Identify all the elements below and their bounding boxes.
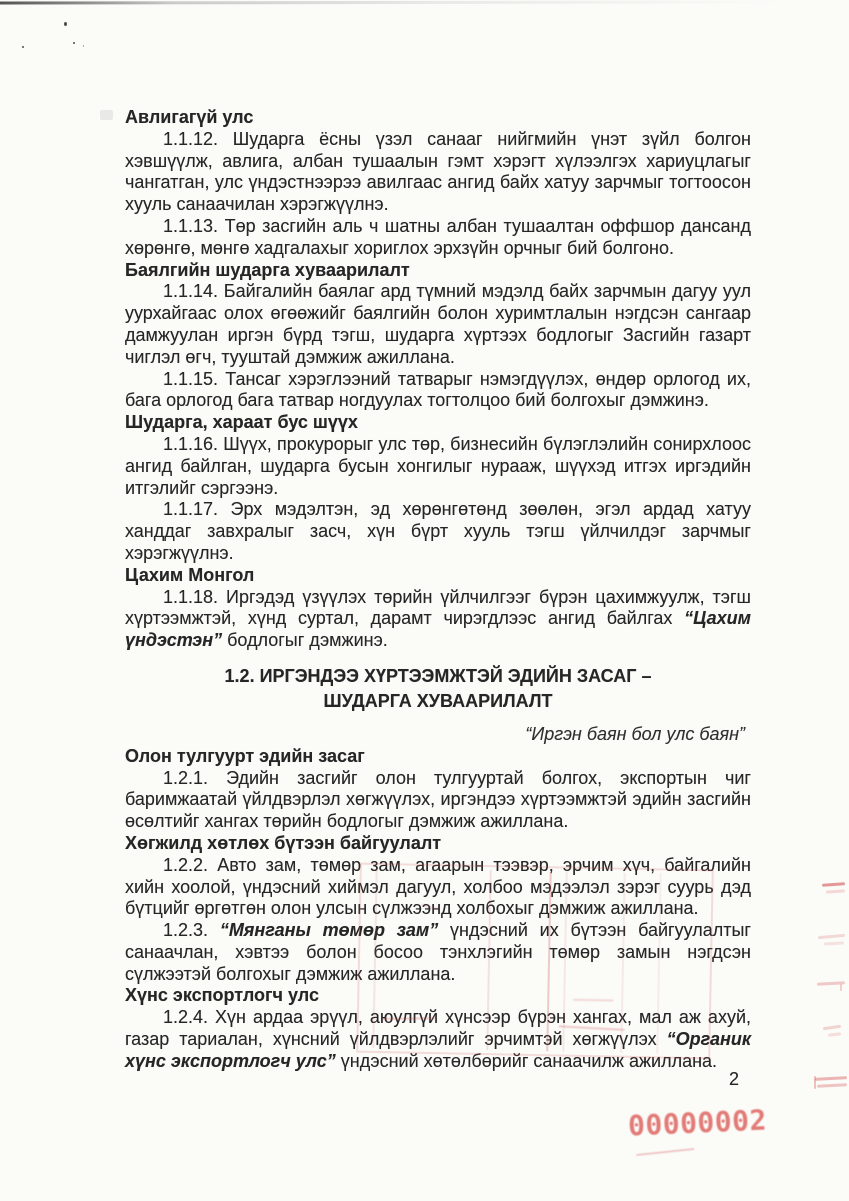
emphasized-phrase-millennium-railroad: “Мянганы төмөр зам” (219, 920, 439, 941)
faint-stamp-mark (383, 1017, 435, 1020)
paragraph-1-2-2: 1.2.2. Авто зам, төмөр зам, агаарын тээвэр, эрчим хүч, байгалийн хийн хоолой, үндэсний хиймэл дагуул, холбоо мэдээлэл зэрэг суурь дэд бүтцийг өргөтгөн олон улсын сүлжээнд холбохыг дэмжиж ажиллана. (125, 854, 751, 919)
edge-red-mark (815, 1076, 847, 1081)
vertical-gap (125, 714, 751, 724)
faint-stamp-line (486, 870, 491, 1050)
faint-stamp-line (372, 868, 377, 1048)
section-title-line-2: ШУДАРГА ХУВААРИЛАЛТ (323, 690, 553, 711)
faint-stamp-line (620, 873, 625, 1053)
scan-speck (73, 42, 75, 44)
faint-stamp-line (656, 873, 661, 1053)
edge-red-mark (840, 984, 842, 991)
paragraph-text: 1.1.18. Иргэдэд үзүүлэх төрийн үйлчилгээг бүрэн цахимжуулж, тэгш хүртээмжтэй, хүнд суртал, дарамт чирэгдлээс ангид байлгах (125, 586, 751, 629)
edge-red-mark (818, 934, 845, 939)
faint-stamp-line (546, 871, 551, 1051)
section-title-1-2 (125, 664, 751, 714)
emphasized-phrase-digital-nation: “Цахим үндэстэн” (125, 608, 751, 651)
edge-red-mark (824, 941, 844, 945)
heading-digital-mongolia: Цахим Монгол (125, 564, 255, 585)
paragraph-1-1-12: 1.1.12. Шударга ёсны үзэл санааг нийгмийн үнэт зүйл болгон хэвшүүлж, авлига, албан тушаалын гэмт хэрэгт хүлээлгэх хариуцлагыг чангатган, улс үндэстнээрээ авилгаас ангид байх хатуу зарчмыг тогтоосон хууль санаачилан хэрэгжүүлнэ. (125, 128, 751, 215)
paragraph-1-1-18 (125, 587, 751, 652)
faint-stamp-mark (573, 999, 613, 1002)
heading-development-leading-construction: Хөгжилд хөтлөх бүтээн байгуулалт (125, 832, 442, 853)
emphasized-phrase-organic-food-exporter: “Органик хүнс экспортлогч улс” (125, 1029, 751, 1071)
scan-speck (22, 46, 24, 48)
scan-smudge (100, 110, 113, 120)
heading-fair-independent-court: Шударга, хараат бус шүүх (125, 412, 358, 433)
serial-number-stamp: 00000002 (627, 1102, 768, 1143)
paragraph-text: 1.2.3. (163, 920, 220, 941)
edge-red-mark (823, 1025, 841, 1030)
paragraph-text: бодлогыг дэмжинэ. (222, 630, 388, 651)
paragraph-1-1-17: 1.1.17. Эрх мэдэлтэн, эд хөрөнгөтөнд зөөлөн, эгэл ардад хатуу ханддаг завхралыг засч, хүн бүрт хууль тэгш үйлчилдэг зарчмыг хэрэгжүүлнэ. (125, 499, 751, 563)
paragraph-text: 1.2.4. Хүн ардаа эрүүл, аюулгүй хүнсээр бүрэн хангах, мал аж ахуй, газар тариалан, хүнсний үйлдвэрлэлийг эрчимтэй хөгжүүлэх (125, 1007, 751, 1050)
epigraph-quote: “Иргэн баян бол улс баян” (525, 723, 745, 744)
paragraph-text: үндэсний их бүтээн байгуулалтыг санаачлан, хэвтээ болон босоо тэнхлэгийн төмөр замын нэгдсэн сүлжээтэй болгохыг дэмжиж ажиллана. (125, 920, 751, 984)
faint-stamp-box (356, 863, 714, 1060)
scan-speck (83, 45, 84, 47)
heading-fair-wealth-distribution: Баялгийн шударга хуваарилалт (125, 259, 410, 280)
paragraph-text: үндэсний хөтөлбөрийг санаачилж ажиллана. (335, 1050, 718, 1071)
heading-food-exporting-country: Хүнс экспортлогч улс (125, 985, 319, 1006)
section-title-line-1: 1.2. ИРГЭНДЭЭ ХҮРТЭЭМЖТЭЙ ЭДИЙН ЗАСАГ – (224, 665, 652, 686)
heading-multi-pillar-economy: Олон тулгуурт эдийн засаг (125, 745, 365, 766)
edge-red-mark (817, 1083, 847, 1088)
faint-stamp-mark (559, 1025, 625, 1031)
vertical-gap (125, 652, 751, 664)
paragraph-1-1-13: 1.1.13. Төр засгийн аль ч шатны албан тушаалтан оффшор дансанд хөрөнгө, мөнгө хадгалахыг хориглох эрхзүйн орчныг бий болгоно. (125, 215, 751, 258)
scan-artifact-top-edge (0, 0, 782, 4)
heading-corruption-free-country: Авлигагүй улс (125, 107, 254, 127)
paragraph-1-2-1: 1.2.1. Эдийн засгийг олон тулгууртай болгох, экспортын чиг баримжаатай үйлдвэрлэл хөгжүүлэх, иргэндээ хүртээмжтэй эдийн засгийн өсөлтийг хангах төрийн бодлогыг дэмжиж ажиллана. (125, 767, 751, 832)
page-number: 2 (728, 1068, 739, 1089)
edge-red-mark (826, 889, 845, 893)
paragraph-1-1-14: 1.1.14. Байгалийн баялаг ард түмний мэдэлд байх зарчмын дагуу уул уурхайгаас олох өгөөжийг баялгийн болон хуримтлалын нэгдсэн сангаар дамжуулан иргэн бүрд тэгш, шударга хүртээх бодлогыг Засгийн газарт чиглэл өгч, тууштай дэмжиж ажиллана. (125, 281, 751, 367)
paragraph-1-1-15: 1.1.15. Тансаг хэрэглээний татварыг нэмэгдүүлэх, өндөр орлогод их, бага орлогод бага татвар ногдуулах тогтолцоо бий болгохыг дэмжинэ. (125, 368, 751, 411)
edge-red-mark (828, 1032, 841, 1036)
edge-red-mark (822, 882, 845, 887)
stamp-smudge (636, 1141, 695, 1156)
paragraph-1-1-16: 1.1.16. Шүүх, прокурорыг улс төр, бизнесийн бүлэглэлийн сонирхлоос ангид байлган, шударга бусын хонгилыг нурааж, шүүхэд итгэх иргэдийн итгэлийг сэргээнэ. (125, 433, 751, 498)
faint-stamp-mark (421, 904, 439, 911)
scan-speck (64, 22, 67, 26)
